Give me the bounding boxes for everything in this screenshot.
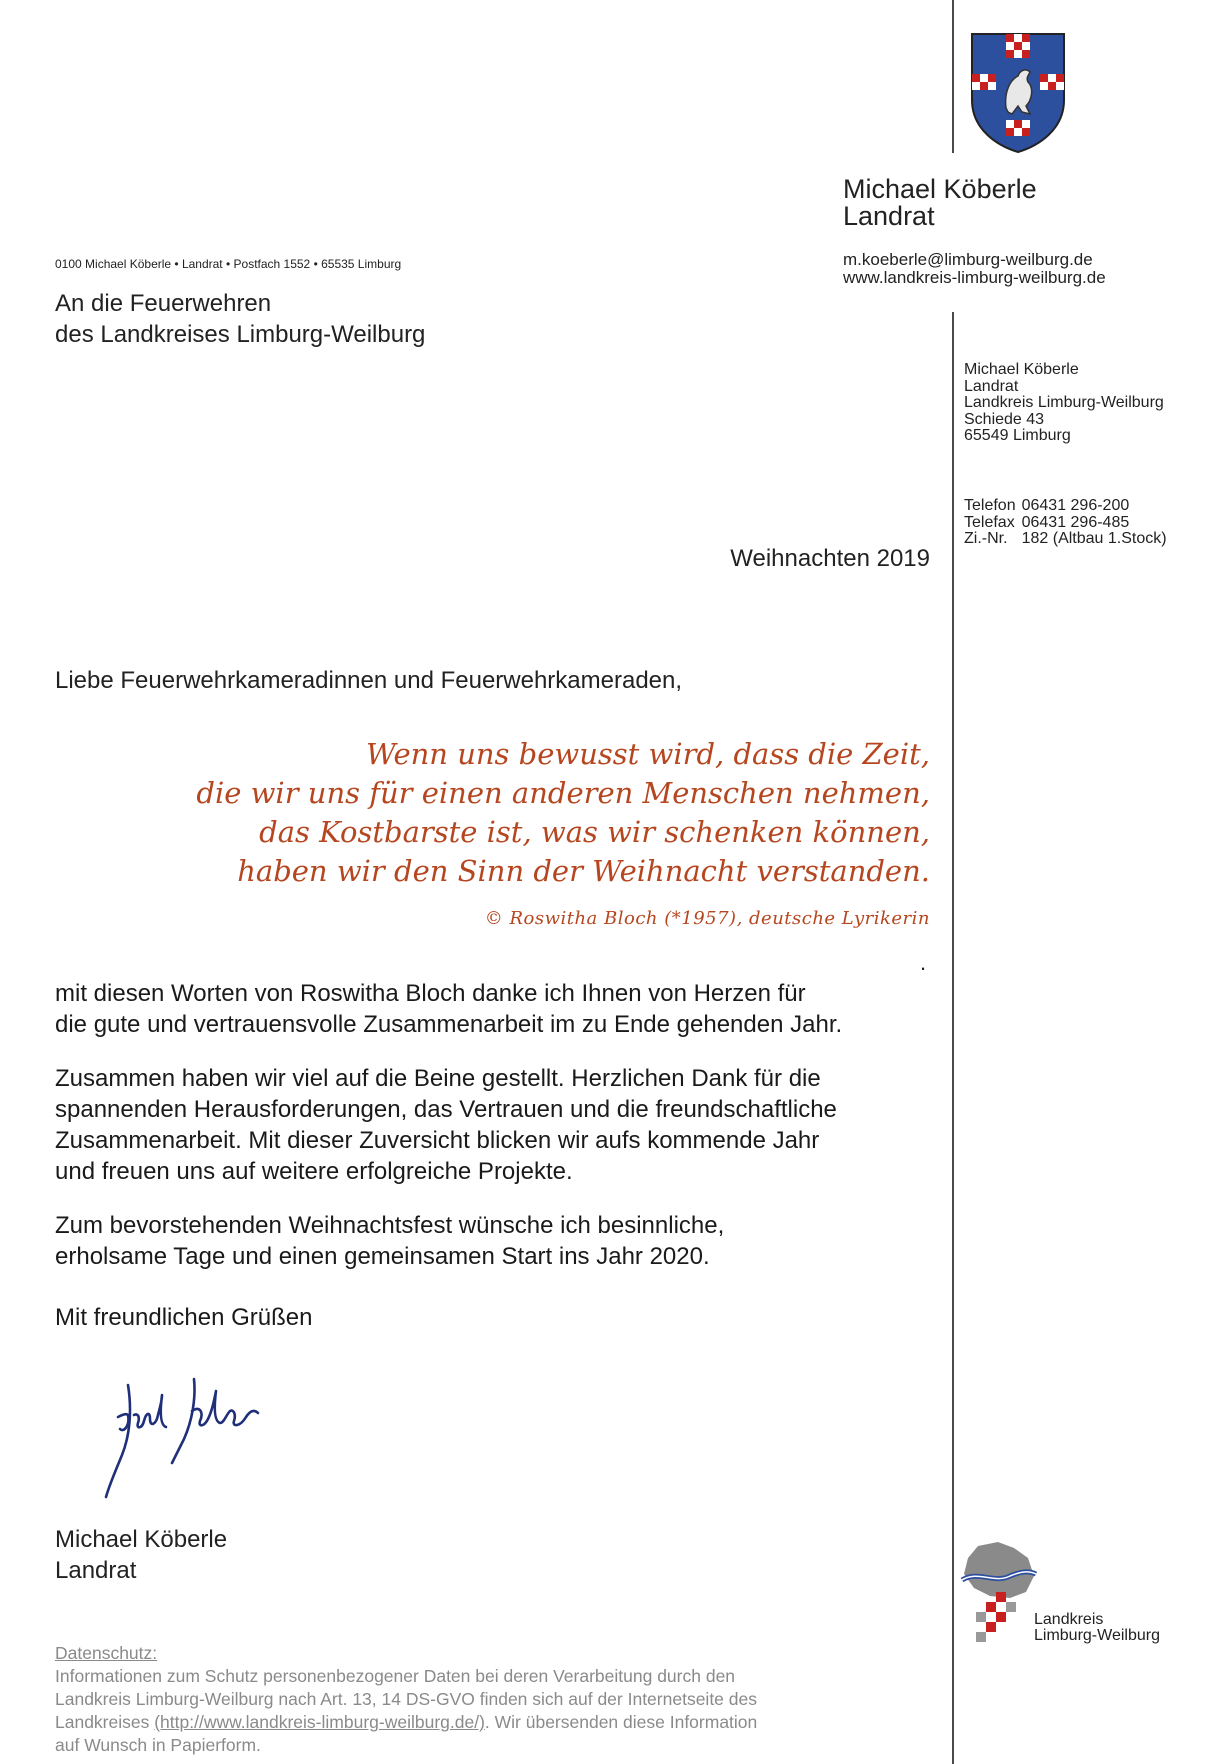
signer-block <box>55 1524 227 1586</box>
quote-line: haben wir den Sinn der Weihnacht verstanden. <box>237 854 930 888</box>
return-address-line: 0100 Michael Köberle • Landrat • Postfach 1552 • 65535 Limburg <box>55 257 402 271</box>
contact-address-block <box>964 362 1164 445</box>
body-paragraph-3 <box>55 1210 935 1272</box>
contact-line: Schiede 43 <box>964 410 1045 428</box>
recipient-address <box>55 288 425 350</box>
signer-name: Michael Köberle <box>55 1526 228 1553</box>
sender-title: Landrat <box>843 201 935 231</box>
letter-date: Weihnachten 2019 <box>730 545 930 572</box>
privacy-line-with-link <box>55 1711 905 1734</box>
body-line: und freuen uns auf weitere erfolgreiche Projekte. <box>55 1158 573 1185</box>
fax-label: Telefax <box>964 513 1015 531</box>
closing-phrase <box>55 1302 935 1333</box>
sender-heading <box>843 176 1037 230</box>
body-line: spannenden Herausforderungen, das Vertrauen und die freundschaftliche <box>55 1096 837 1123</box>
body-line: die gute und vertrauensvolle Zusammenarbeit im zu Ende gehenden Jahr. <box>55 1011 843 1038</box>
district-map-logo-icon <box>958 1540 1038 1642</box>
body-line: Zusammen haben wir viel auf die Beine gestellt. Herzlichen Dank für die <box>55 1065 821 1092</box>
coat-of-arms-icon <box>968 30 1068 154</box>
room-number: 182 (Altbau 1.Stock) <box>1021 530 1167 547</box>
phone-number: 06431 296-200 <box>1021 497 1130 514</box>
contact-line: Landrat <box>964 377 1019 395</box>
body-line: Zum bevorstehenden Weihnachtsfest wünsche ich besinnliche, <box>55 1212 725 1239</box>
body-paragraph-1 <box>55 978 935 1040</box>
salutation: Liebe Feuerwehrkameradinnen und Feuerwehrkameraden, <box>55 667 683 694</box>
header-divider-line <box>952 0 954 153</box>
recipient-line-1: An die Feuerwehren <box>55 290 272 317</box>
quote-line: die wir uns für einen anderen Menschen nehmen, <box>196 776 930 810</box>
contact-line: Michael Köberle <box>964 361 1079 378</box>
privacy-line: Informationen zum Schutz personenbezogener Daten bei deren Verarbeitung durch den <box>55 1666 736 1686</box>
quote-line: Wenn uns bewusst wird, dass die Zeit, <box>366 737 930 771</box>
contact-line: Landkreis Limburg-Weilburg <box>964 394 1164 411</box>
quote-line: das Kostbarste ist, was wir schenken können, <box>259 815 930 849</box>
sender-name: Michael Köberle <box>843 174 1037 204</box>
sidebar-divider-line <box>952 312 954 1764</box>
fax-number: 06431 296-485 <box>1021 513 1130 531</box>
district-line-2: Limburg-Weilburg <box>1034 1627 1160 1644</box>
body-line: Zusammenarbeit. Mit dieser Zuversicht blicken wir aufs kommende Jahr <box>55 1127 820 1154</box>
privacy-line-pre: Landkreises <box>55 1712 155 1732</box>
phone-info-block <box>964 498 1173 548</box>
district-name <box>1034 1612 1160 1644</box>
stray-dot: . <box>920 950 927 975</box>
closing-line: Mit freundlichen Grüßen <box>55 1304 313 1331</box>
district-line-1: Landkreis <box>1034 1611 1104 1628</box>
phone-label: Telefon <box>964 497 1016 514</box>
privacy-url-link[interactable]: (http://www.landkreis-limburg-weilburg.de/) <box>154 1712 485 1732</box>
sender-email-link[interactable]: m.koeberle@limburg-weilburg.de <box>843 250 1093 269</box>
privacy-line: auf Wunsch in Papierform. <box>55 1735 261 1755</box>
quote-source: © Roswitha Bloch (*1957), deutsche Lyrikerin <box>484 908 930 929</box>
privacy-line: Landkreis Limburg-Weilburg nach Art. 13, 14 DS-GVO finden sich auf der Internetseite des <box>55 1689 757 1709</box>
privacy-heading: Datenschutz: <box>55 1643 158 1663</box>
contact-line: 65549 Limburg <box>964 427 1071 444</box>
signer-title: Landrat <box>55 1557 137 1584</box>
recipient-line-2: des Landkreises Limburg-Weilburg <box>55 321 426 348</box>
body-line: erholsame Tage und einen gemeinsamen Start ins Jahr 2020. <box>55 1243 710 1270</box>
room-label: Zi.-Nr. <box>964 530 1008 547</box>
body-paragraph-2 <box>55 1063 935 1187</box>
sender-website-link[interactable]: www.landkreis-limburg-weilburg.de <box>843 268 1106 287</box>
privacy-line-post: . Wir übersenden diese Information <box>484 1712 758 1732</box>
privacy-notice <box>55 1642 905 1757</box>
handwritten-signature <box>100 1355 280 1505</box>
body-line: mit diesen Worten von Roswitha Bloch danke ich Ihnen von Herzen für <box>55 980 806 1007</box>
christmas-quote <box>196 735 930 891</box>
sender-contact-links <box>843 251 1106 287</box>
